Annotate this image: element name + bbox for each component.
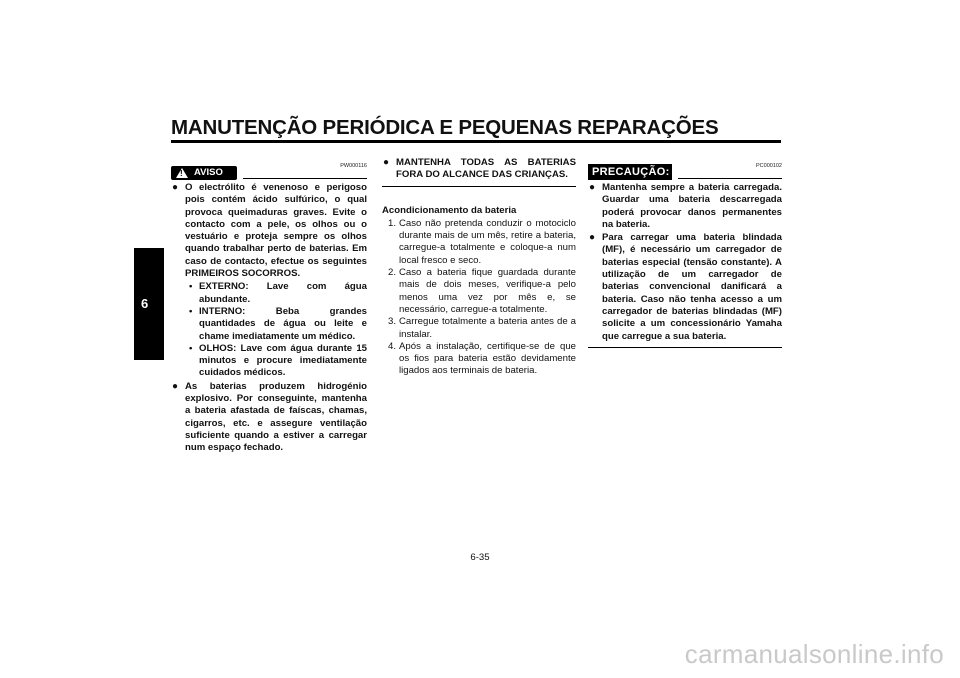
chapter-tab-number: 6 bbox=[141, 296, 149, 311]
bullet-dot-icon: ● bbox=[172, 380, 179, 392]
aviso-badge-text: AVISO bbox=[194, 166, 223, 178]
aviso-bullet-1 bbox=[171, 182, 367, 380]
sub-bullet-dot-icon: • bbox=[189, 281, 193, 293]
first-aid-item bbox=[185, 281, 367, 306]
watermark: carmanualsonline.info bbox=[684, 639, 944, 669]
middle-column bbox=[382, 157, 576, 378]
step-text: Caso a bateria fique guardada durante mais de dois meses, verifique-a pelo menos uma vez por mês e, se necessário, carregue-a totalmente. bbox=[399, 267, 576, 315]
bullet-dot-icon: ● bbox=[172, 182, 179, 193]
first-aid-text: OLHOS: Lave com água durante 15 minutos e procure imediatamente cuidados médicos. bbox=[199, 342, 367, 379]
precaucao-bullet bbox=[588, 232, 782, 343]
warning-end-rule bbox=[382, 186, 576, 187]
step-text: Caso não pretenda conduzir o motociclo durante mais de um mês, retire a bateria, carregue-a totalmente e coloque-a num local fresco e seco. bbox=[399, 217, 576, 266]
first-aid-text: EXTERNO: Lave com água abundante. bbox=[199, 281, 367, 305]
page-title: MANUTENÇÃO PERIÓDICA E PEQUENAS REPARAÇÕES bbox=[171, 116, 719, 139]
children-warning-bullet bbox=[382, 157, 576, 182]
precaucao-rule bbox=[678, 178, 782, 179]
precaucao-code: PC000102 bbox=[756, 163, 782, 169]
aviso-label-row bbox=[171, 160, 367, 182]
aviso-bullet-text: As baterias produzem hidrogénio explosivo. Por conseguinte, mantenha a bateria afastada de faíscas, chamas, cigarros, etc. e assegure ventilação suficiente quando a estiver a carregar num espaço fechado. bbox=[185, 380, 367, 454]
children-warning-text: MANTENHA TODAS AS BATERIAS FORA DO ALCANCE DAS CRIANÇAS. bbox=[396, 157, 576, 181]
sub-bullet-dot-icon: • bbox=[189, 342, 193, 354]
storage-step bbox=[382, 267, 576, 316]
aviso-bullet-text: O electrólito é venenoso e perigoso pois contém ácido sulfúrico, o qual provoca queimaduras graves. Evite o contacto com a pele, os olhos ou o vestuário e proteja sempre os olhos quando trabalhar perto de baterias. Em caso de contacto, efectue os seguintes PRIMEIROS SOCORROS. bbox=[185, 182, 367, 280]
bullet-dot-icon: ● bbox=[589, 232, 596, 244]
step-text: Após a instalação, certifique-se de que os fios para bateria estão devidamente ligados aos terminais de bateria. bbox=[399, 340, 576, 377]
left-column bbox=[171, 160, 367, 456]
right-column bbox=[588, 160, 782, 348]
aviso-code: PW000116 bbox=[340, 163, 367, 169]
precaucao-end-rule bbox=[588, 347, 782, 348]
page-number: 6-35 bbox=[470, 552, 490, 563]
bullet-dot-icon: ● bbox=[589, 182, 596, 193]
precaucao-bullets bbox=[588, 182, 782, 343]
section-heading: Acondicionamento da bateria bbox=[382, 204, 517, 216]
first-aid-text: INTERNO: Beba grandes quantidades de água ou leite e chame imediatamente um médico. bbox=[199, 305, 367, 342]
precaucao-bullet-text: Para carregar uma bateria blindada (MF), é necessário um carregador de baterias especial (tensão constante). A utilização de um carregador de baterias convencional danificará a bateria. Caso não tenha acesso a um carregador de baterias blindadas (MF) solicite a um concessionário Yamaha que carregue a sua bateria. bbox=[602, 232, 782, 342]
storage-steps bbox=[382, 218, 576, 378]
aviso-bullet-2 bbox=[171, 381, 367, 455]
step-number: 2. bbox=[388, 267, 397, 279]
first-aid-list bbox=[185, 281, 367, 379]
first-aid-item bbox=[185, 343, 367, 380]
aviso-badge bbox=[171, 166, 237, 180]
first-aid-item bbox=[185, 306, 367, 343]
precaucao-bullet bbox=[588, 182, 782, 231]
header-rule bbox=[171, 140, 781, 143]
bullet-dot-icon: ● bbox=[383, 157, 390, 168]
storage-step bbox=[382, 218, 576, 267]
storage-step bbox=[382, 316, 576, 341]
warning-triangle-icon bbox=[176, 168, 188, 178]
aviso-rule bbox=[243, 178, 367, 179]
precaucao-badge: PRECAUÇÃO: bbox=[588, 164, 672, 180]
sub-bullet-dot-icon: • bbox=[189, 305, 193, 317]
step-number: 3. bbox=[388, 316, 397, 328]
step-text: Carregue totalmente a bateria antes de a instalar. bbox=[399, 316, 576, 340]
step-number: 4. bbox=[388, 340, 397, 352]
children-warning bbox=[382, 157, 576, 182]
chapter-tab bbox=[134, 248, 164, 360]
aviso-bullets bbox=[171, 182, 367, 455]
step-number: 1. bbox=[388, 217, 397, 229]
precaucao-bullet-text: Mantenha sempre a bateria carregada. Guardar uma bateria descarregada poderá provocar danos permanentes na bateria. bbox=[602, 182, 782, 230]
precaucao-label-row bbox=[588, 160, 782, 182]
storage-step bbox=[382, 341, 576, 378]
